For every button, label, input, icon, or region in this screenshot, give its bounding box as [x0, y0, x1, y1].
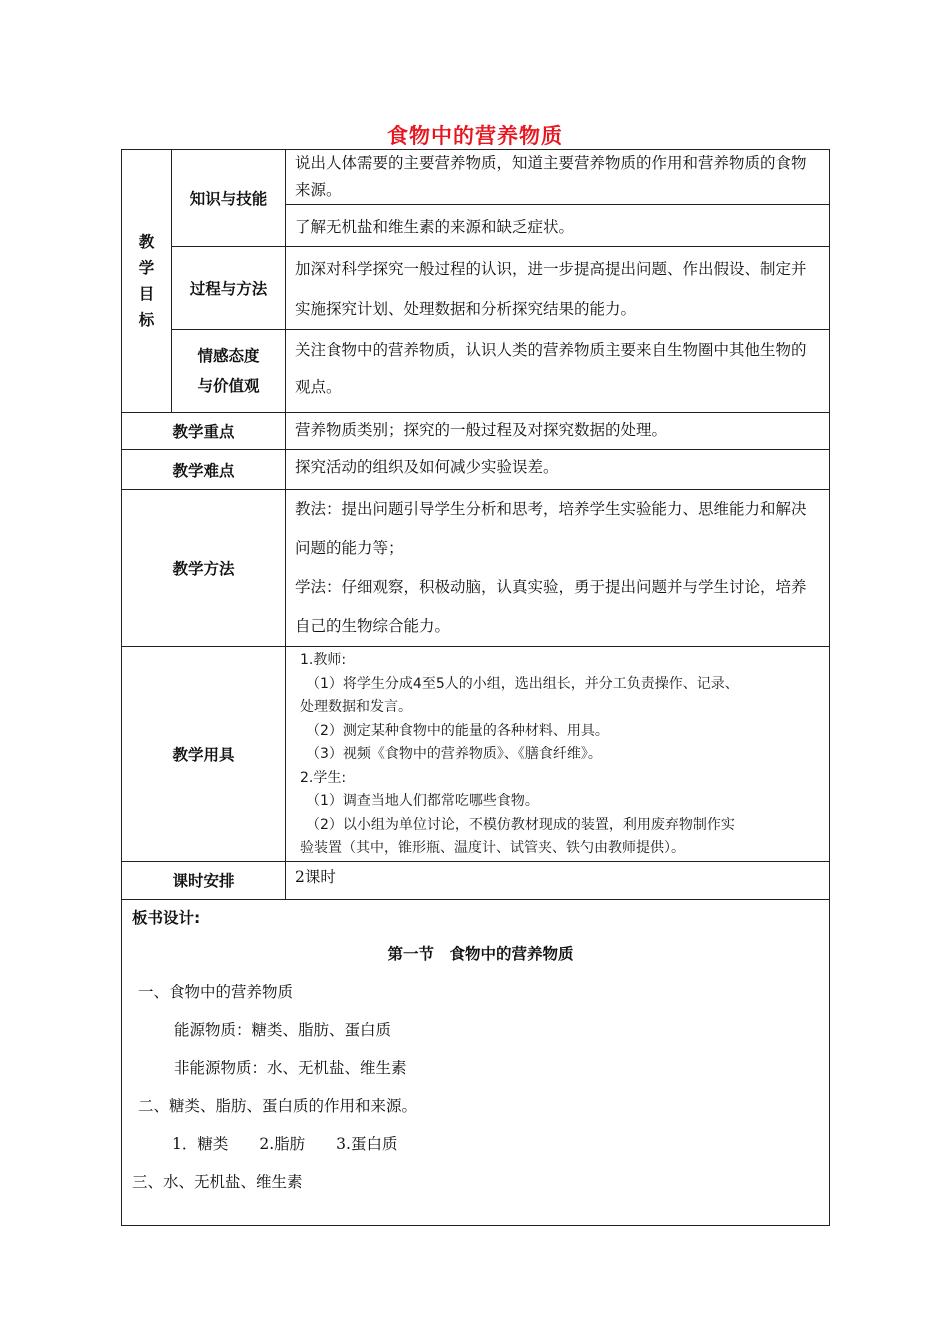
- board-line: 二、糖类、脂肪、蛋白质的作用和来源。: [138, 1096, 418, 1115]
- tools-line: （2）以小组为单位讨论，不模仿教材现成的装置，利用废弃物制作实: [306, 816, 735, 833]
- page-title: 食物中的营养物质: [387, 124, 563, 148]
- teaching-method: 教法：提出问题引导学生分析和思考，培养学生实验能力、思维能力和解决问题的能力等；: [295, 500, 807, 557]
- schedule-text: 2课时: [286, 861, 830, 899]
- table-row: [122, 490, 830, 647]
- table-row: [122, 150, 830, 205]
- tools-line: 1.教师:: [300, 652, 347, 668]
- table-row: [122, 413, 830, 450]
- lesson-plan-table: [121, 149, 830, 1226]
- knowledge-text-2: 了解无机盐和维生素的来源和缺乏症状。: [286, 205, 830, 247]
- board-line: 一、食物中的营养物质: [138, 982, 294, 1001]
- process-label: 过程与方法: [172, 247, 286, 330]
- learning-method: 学法：仔细观察，积极动脑，认真实验，勇于提出问题并与学生讨论，培养自己的生物综合能力。: [295, 578, 807, 635]
- schedule-label: 课时安排: [122, 861, 286, 899]
- tools-line: （2）测定某种食物中的能量的各种材料、用具。: [306, 722, 609, 739]
- board-line: 能源物质：糖类、脂肪、蛋白质: [174, 1020, 392, 1039]
- knowledge-text-1: 说出人体需要的主要营养物质，知道主要营养物质的作用和营养物质的食物来源。: [286, 150, 830, 205]
- table-row: [122, 330, 830, 413]
- methods-text: [286, 490, 830, 647]
- table-row: [122, 647, 830, 862]
- tools-text: [286, 647, 830, 862]
- board-section-title: 第一节 食物中的营养物质: [387, 944, 574, 963]
- process-text: 加深对科学探究一般过程的认识，进一步提高提出问题、作出假设、制定并实施探究计划、处理数据和分析探究结果的能力。: [286, 247, 830, 330]
- methods-label: 教学方法: [122, 490, 286, 647]
- key-points-label: 教学重点: [122, 413, 286, 450]
- board-line: 三、水、无机盐、维生素: [132, 1172, 303, 1191]
- tools-label: 教学用具: [122, 647, 286, 862]
- attitude-label: 情感态度 与价值观: [172, 330, 286, 413]
- tools-line: （1）调查当地人们都常吃哪些食物。: [306, 793, 539, 809]
- board-heading: 板书设计:: [132, 908, 201, 927]
- difficulties-text: 探究活动的组织及如何减少实验误差。: [286, 450, 830, 490]
- tools-line: 处理数据和发言。: [300, 699, 412, 715]
- board-design: [122, 899, 830, 1225]
- difficulties-label: 教学难点: [122, 450, 286, 490]
- board-line: 非能源物质：水、无机盐、维生素: [174, 1058, 407, 1077]
- table-row: [122, 899, 830, 1225]
- attitude-text: 关注食物中的营养物质，认识人类的营养物质主要来自生物圈中其他生物的观点。: [286, 330, 830, 413]
- table-row: [122, 450, 830, 490]
- tools-line: （1）将学生分成4至5人的小组，选出组长，并分工负责操作、记录、: [306, 675, 739, 692]
- table-row: [122, 861, 830, 899]
- board-line: 1．糖类 2.脂肪 3.蛋白质: [172, 1134, 398, 1153]
- objectives-label: 教 学 目 标: [122, 150, 172, 413]
- table-row: [122, 247, 830, 330]
- key-points-text: 营养物质类别；探究的一般过程及对探究数据的处理。: [286, 413, 830, 450]
- tools-line: 验装置（其中，锥形瓶、温度计、试管夹、铁勺由教师提供）。: [300, 840, 685, 856]
- tools-line: 2.学生:: [300, 769, 347, 786]
- tools-line: （3）视频《食物中的营养物质》、《膳食纤维》。: [306, 746, 602, 762]
- knowledge-label: 知识与技能: [172, 150, 286, 247]
